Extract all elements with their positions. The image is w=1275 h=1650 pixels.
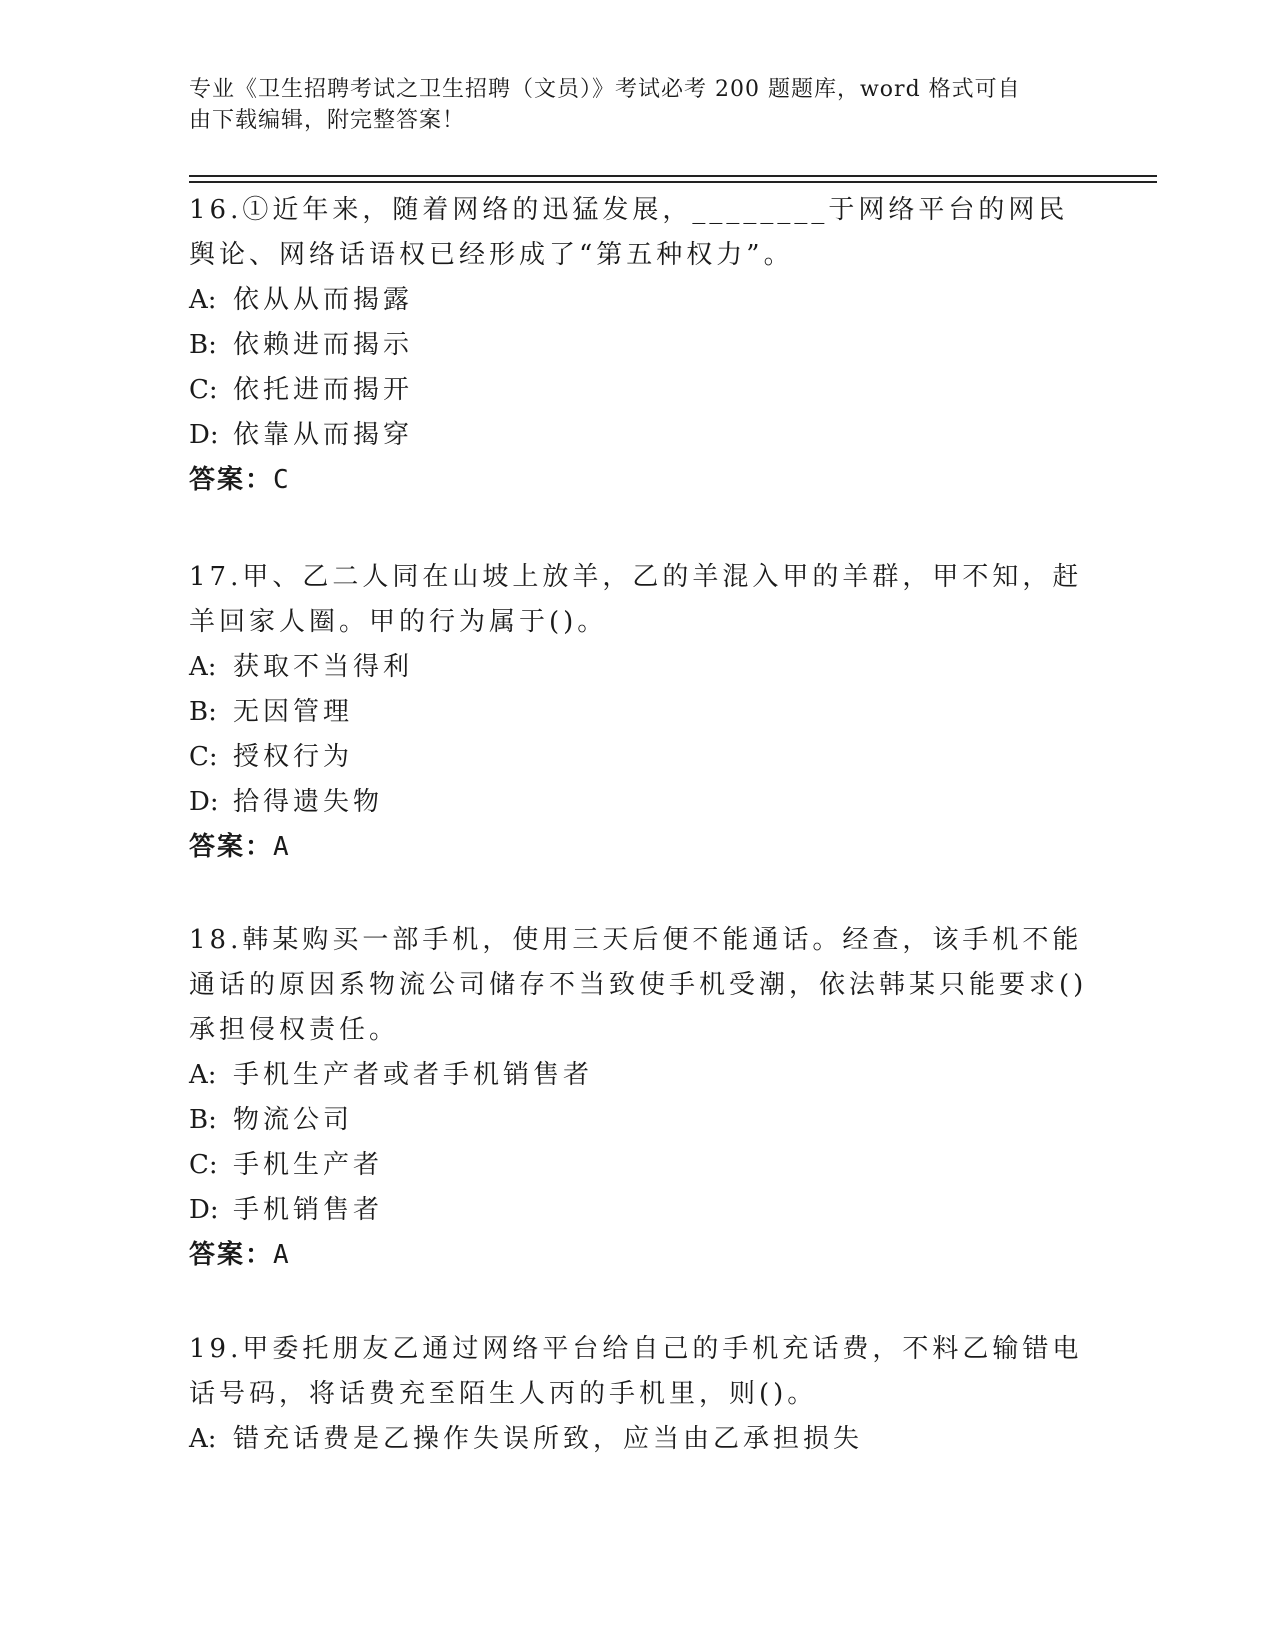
option-letter: A: bbox=[189, 1060, 217, 1090]
option-letter: A: bbox=[189, 1424, 217, 1454]
question-19 bbox=[189, 1327, 1089, 1462]
option-a bbox=[189, 645, 1089, 690]
answer-line bbox=[189, 1233, 1089, 1278]
option-b bbox=[189, 323, 1089, 368]
header-divider-top bbox=[189, 175, 1157, 177]
option-c bbox=[189, 1143, 1089, 1188]
option-b bbox=[189, 690, 1089, 735]
option-a bbox=[189, 278, 1089, 323]
option-b bbox=[189, 1098, 1089, 1143]
option-letter: A: bbox=[189, 652, 217, 682]
option-letter: D: bbox=[189, 420, 219, 450]
header-line-1: 专业《卫生招聘考试之卫生招聘（文员）》考试必考 200 题题库，word 格式可自 bbox=[189, 77, 1021, 102]
option-text: 物流公司 bbox=[233, 1105, 354, 1135]
question-17 bbox=[189, 555, 1089, 870]
option-letter: B: bbox=[189, 697, 217, 727]
answer-label: 答案： bbox=[189, 832, 274, 862]
option-letter: C: bbox=[189, 1150, 218, 1180]
option-text: 授权行为 bbox=[233, 742, 354, 772]
option-text: 获取不当得利 bbox=[233, 652, 414, 682]
option-text: 依赖进而揭示 bbox=[233, 330, 414, 360]
answer-value: A bbox=[273, 1240, 291, 1270]
option-letter: D: bbox=[189, 1195, 219, 1225]
question-text: 19.甲委托朋友乙通过网络平台给自己的手机充话费，不料乙输错电话号码，将话费充至陌生人丙的手机里，则()。 bbox=[189, 1334, 1083, 1409]
document-header bbox=[189, 74, 1089, 136]
option-letter: C: bbox=[189, 742, 218, 772]
option-letter: B: bbox=[189, 330, 217, 360]
option-a bbox=[189, 1417, 1089, 1462]
question-text: 18.韩某购买一部手机，使用三天后便不能通话。经查，该手机不能通话的原因系物流公司储存不当致使手机受潮，依法韩某只能要求()承担侵权责任。 bbox=[189, 925, 1088, 1045]
answer-value: A bbox=[273, 832, 291, 862]
option-letter: B: bbox=[189, 1105, 217, 1135]
question-18 bbox=[189, 918, 1089, 1278]
option-text: 手机生产者 bbox=[233, 1150, 384, 1180]
option-text: 拾得遗失物 bbox=[233, 787, 384, 817]
option-d bbox=[189, 780, 1089, 825]
question-16 bbox=[189, 188, 1089, 503]
option-text: 错充话费是乙操作失误所致，应当由乙承担损失 bbox=[233, 1424, 864, 1454]
answer-value: C bbox=[273, 465, 291, 495]
option-letter: C: bbox=[189, 375, 218, 405]
option-letter: A: bbox=[189, 285, 217, 315]
option-text: 无因管理 bbox=[233, 697, 354, 727]
option-d bbox=[189, 1188, 1089, 1233]
answer-line bbox=[189, 825, 1089, 870]
answer-line bbox=[189, 458, 1089, 503]
option-text: 依托进而揭开 bbox=[233, 375, 414, 405]
option-a bbox=[189, 1053, 1089, 1098]
answer-label: 答案： bbox=[189, 1240, 274, 1270]
option-text: 手机销售者 bbox=[233, 1195, 384, 1225]
option-c bbox=[189, 735, 1089, 780]
option-text: 手机生产者或者手机销售者 bbox=[233, 1060, 594, 1090]
answer-label: 答案： bbox=[189, 465, 274, 495]
question-text: 16.①近年来，随着网络的迅猛发展，________于网络平台的网民舆论、网络话语权已经形成了“第五种权力”。 bbox=[189, 195, 1069, 270]
question-text: 17.甲、乙二人同在山坡上放羊，乙的羊混入甲的羊群，甲不知，赶羊回家人圈。甲的行为属于()。 bbox=[189, 562, 1083, 637]
option-text: 依从从而揭露 bbox=[233, 285, 414, 315]
option-d bbox=[189, 413, 1089, 458]
header-divider-bottom bbox=[189, 181, 1157, 183]
option-text: 依靠从而揭穿 bbox=[233, 420, 414, 450]
option-c bbox=[189, 368, 1089, 413]
option-letter: D: bbox=[189, 787, 219, 817]
header-line-2: 由下载编辑，附完整答案！ bbox=[189, 108, 466, 133]
